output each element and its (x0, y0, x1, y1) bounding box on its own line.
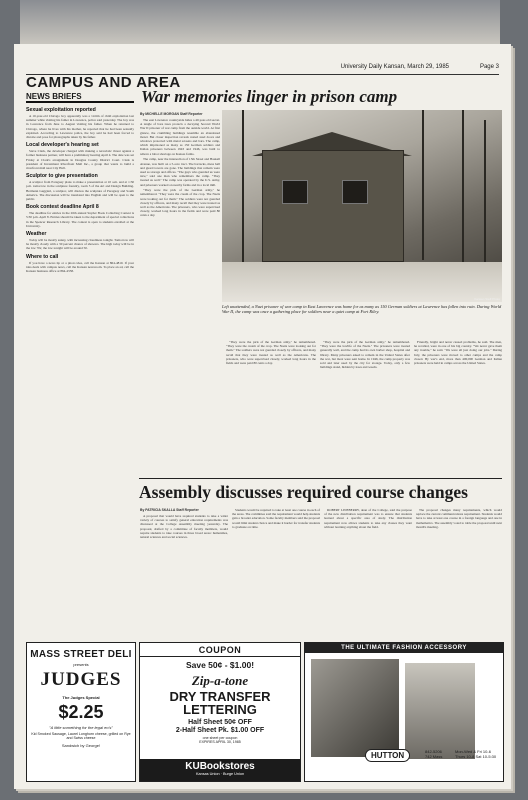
photo-caption: Left unattended, a Nazi prisoner of war camp in East Lawrence was home for as many as 150 German soldiers at Lawrence has fallen into ruin. During World War II, the camp was once a gathering place for soldiers near a quiet camp at Fort Riley. (222, 304, 502, 314)
kubookstores-bar (140, 759, 300, 781)
hutton-phone: 842-5206 (425, 749, 442, 754)
story1-byline: By MICHELLE MORGAN Staff Reporter (140, 112, 203, 116)
top-edge (20, 0, 500, 44)
hutton-address: 742 Mass (425, 754, 443, 759)
hutton-logo: HUTTON (365, 749, 410, 762)
judges-ad (26, 642, 136, 782)
hutton-contact (425, 749, 442, 759)
sandwich-by: Sandwich by George! (61, 743, 101, 748)
story1-text: "They were the pick of the German army," he remembered. "They were the lowlife of the Nazis." The prisoners were treated generally well, and the camp had its own barber shop, hospital and library. Many prisoners asked to remain in the United States after the war, but most were sent home. In 1946, the camp property was sold and later used by the city for storage. Today, only a few buildings stand, hidden by trees and weeds. (320, 340, 410, 370)
coupon-half-sheet: Half Sheet 50¢ OFF (188, 719, 252, 726)
main-headline: War memories linger in prison camp (141, 87, 398, 106)
coupon-expires: EXPIRES APRIL 30, 1985 (199, 740, 241, 744)
brief-headline: Book contest deadline April 8 (26, 204, 99, 211)
bookstore-name: KUBookstores (185, 761, 255, 772)
prison-camp-photo (222, 110, 502, 302)
story1-text: Friendly, bright and never caused problems, he said. The men, he recalled, were in one of his big country. "We never gave them any trouble," he said. "We were all just doing our jobs." During July, the prisoners were moved to other camps and the camp closed. By war's end, more than 400,000 German and Italian prisoners were held in camps across the United States. (414, 340, 502, 366)
hutton-ad (304, 642, 504, 782)
story2-column (416, 508, 502, 636)
judges-title: JUDGES (40, 669, 122, 690)
story1-text: The east Lawrence countryside hides a 40-year-old secret. A tangle of bare trees protects a decaying Second World War II prisoner of war camp from the outside world. At first glance, the crumbling buildings resemble an abandoned motel. But closer inspection reveals rusted steel doors and windows protected with metal screens and bars. The camp, which imprisoned as many as 150 German soldiers and Italian prisoners between 1943 and 1946, was built to relieve a labor shortage on Kansas farms. (140, 118, 220, 156)
presents-text: presents (73, 662, 89, 667)
deli-name: MASS STREET DELI (30, 649, 132, 660)
brief-text: Steve Clark, the developer charged with making a terroristic threat against a former business partner, will have a preliminary hearing April 4. The date was set Friday at Clark's arraignment in Douglas County District Court. Clark is president of Investment Riverfront Mall Inc., a group that wants to build a riverfront mall near City Hall. (26, 149, 134, 171)
story2-column (232, 508, 320, 636)
story1-column (140, 112, 220, 482)
hutton-hours: Mon-Wed & Fri 10-6 Thurs 10-8 Sat 10-5:30 (455, 749, 497, 759)
special-label: The Judges Special (62, 695, 100, 700)
bookstore-sub: Kansas Union · Burge Union (195, 772, 245, 776)
special-tagline: "A little something for the legal eo's" (49, 725, 113, 730)
coupon-ad[interactable] (139, 642, 301, 782)
story2-text: ROBERT LINEBERRY, dean of the College, said the purpose of the new distribution requirement was to ensure that students learned about a specific area of study. The distribution requirement now allows students to take any classes they want without learning anything about the field. (324, 508, 412, 529)
news-briefs-label: NEWS BRIEFS (26, 92, 134, 103)
story2-column (140, 508, 228, 636)
brief-headline: Sexual exploitation reported (26, 107, 96, 113)
hutton-header: THE ULTIMATE FASHION ACCESSORY (305, 643, 503, 653)
story1-column (320, 340, 410, 478)
fashion-photo (311, 659, 399, 757)
story2-text: Students would be required to take at least one course in each of the areas. The committee said the requirement would help students gain a broader education. Some faculty members said the proposal would limit student choice and make it harder for transfer students to graduate on time. (232, 508, 320, 529)
story2-byline: By PATRICIA SKALLA Staff Reporter (140, 508, 199, 512)
brief-headline: Where to call (26, 253, 59, 260)
news-briefs-column (26, 104, 134, 599)
story1-text: "They were the pick of the German army," he remembered. "They were the cream of the crop. The Nazis were looking out for them." The soldiers were not guarded closely by officers, and many recall that they were treated as well as the Americans. The prisoners, who were supervised closely, worked long hours in the fields and were paid 80 cents a day. (140, 188, 220, 218)
second-headline: Assembly discusses required course changes (139, 482, 468, 502)
story1-column (226, 340, 316, 478)
brief-text: If you have a news tip or a photo idea, call the Kansan at 864-4810. If your idea deals with campus news, call the Kansan newsroom. To place an ad, call the Kansan business office at 864-4358. (26, 260, 134, 274)
story2-text: The proposal changes many requirements, which would replace the current communications requirement. Students would have to take at least one course in a foreign language and one in mathematics. The assembly voted to table the proposal until next month's meeting. (416, 508, 502, 529)
brief-text: The deadline for entries in the 26th annual Snyder Book Collecting Contest is 5:30 p.m. April 8. Entries should be taken to the department of special collections in the Spencer Research Library. The contest is open to students enrolled at the University. (26, 211, 134, 228)
story1-text: The camp, near the intersection of 15th Street and Haskell Avenue, was built on a 5-acre tract. The barracks, mess hall and guard towers are gone. The buildings that remain were used as storage and offices. "The guys who guarded us were nice," said one man who remembers the camp. "They treated us well." The camp was operated by the U.S. Army, and prisoners worked on nearby farms and in a local mill. (140, 157, 220, 187)
brief-text: A 10-year-old Chicago boy apparently was a victim of child exploitation last summer while visiting his father in Lawrence, police said yesterday. The boy was in Lawrence from June to August visiting his father. When he returned to Chicago, where he lives with his mother, he reported that he had been sexually exploited. According to Lawrence police, the boy said he had been forced to disrobe and pose for photographs taken by his father. (26, 114, 134, 140)
brief-text: Today will be mostly sunny, with increasing cloudiness tonight. Tomorrow will be mostly cloudy with a 30 percent chance of showers. The high today will be in the low 70s; the low tonight will be around 50. (26, 238, 134, 251)
special-price: $2.25 (58, 702, 104, 722)
section-title: CAMPUS AND AREA (26, 74, 181, 91)
story2-column (324, 508, 412, 636)
brief-text: A sculptor from Paraguay plans to make a presentation at 10 a.m. and at 1:30 p.m. tomorrow in the sculpture foundry, room 5 of the Art and Design Building. Hermann Guggiari, a sculptor, will discuss the sculpture of Paraguay and South America. The discussion will be translated into English and will be open to the public. (26, 180, 134, 202)
coupon-limit: one sheet per coupon (202, 736, 238, 740)
special-details: Kid Smoked Sausage, Laurel Longhorn cheese, grilled on Rye and Swiss cheese (31, 732, 131, 740)
folio-paper: University Daily Kansan, March 29, 1985 (340, 64, 449, 70)
brief-headline: Weather (26, 231, 47, 238)
folio-page-number: Page 3 (479, 64, 499, 70)
photo-credit: Kansan Staff Photo (474, 297, 500, 301)
divider (139, 478, 502, 479)
coupon-save-line: Save 50¢ - $1.00! (185, 660, 255, 670)
brief-headline: Local developer's hearing set (26, 142, 99, 149)
coupon-two-half: 2-Half Sheet Pk. $1.00 OFF (175, 727, 265, 734)
story2-text: A proposal that would have required students to take a wider variety of courses to satisfy general education requirements was discussed at the College Assembly meeting yesterday. The proposal, drafted by a committee of faculty members, would require students to take courses in three broad areas: humanities, natural sciences and social sciences. (140, 514, 228, 540)
coupon-header: COUPON (140, 645, 300, 657)
coupon-product: DRY TRANSFER LETTERING (169, 689, 271, 717)
coupon-brand: Zip-a-tone (191, 673, 249, 688)
story1-column (414, 340, 502, 478)
fashion-figure (405, 663, 475, 759)
newspaper-page (14, 44, 511, 789)
story1-text: "They were the pick of the German army," he remembered. "They were the cream of the crop. The Nazis were looking out for them." The soldiers were not guarded closely by officers, and many recall that they were treated as well as the Americans. The prisoners, who were supervised closely, worked long hours in the fields and were paid 80 cents a day. (226, 340, 316, 366)
brief-headline: Sculptor to give presentation (26, 173, 98, 180)
